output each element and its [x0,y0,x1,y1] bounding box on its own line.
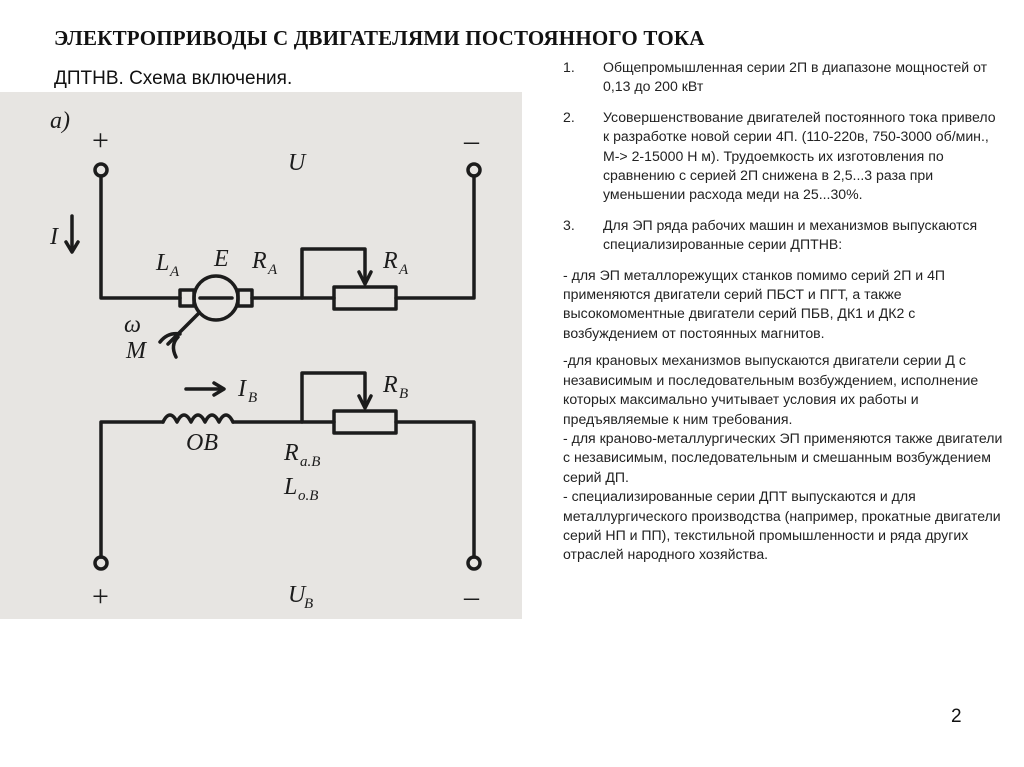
minus-bottom: – [464,580,479,613]
slide-subtitle: ДПТНВ. Схема включения. [54,68,293,89]
label-lab: L [284,474,298,500]
wire-field-right [396,422,474,557]
resistor-ra [334,287,396,309]
svg-text:A: A [399,262,409,278]
text-column [563,58,1003,565]
voltage-u: U [288,150,306,176]
voltage-ub: U [288,582,306,608]
list-item [563,108,1003,205]
label-ra2: R [383,248,398,274]
svg-text:A: A [170,264,180,280]
list-item [563,58,1003,97]
current-i: I [50,224,58,250]
circuit-diagram-scan [0,92,522,619]
page-number: 2 [951,706,962,727]
list-number: 2. [563,108,575,125]
motor-shaft [168,314,198,344]
label-ra: R [252,248,267,274]
label-rb: R [383,372,398,398]
plus-bottom: + [92,580,109,613]
resistor-rb [334,411,396,433]
svg-text:B: B [304,596,314,612]
svg-text:B: B [399,386,409,402]
svg-text:A: A [268,262,278,278]
wire-armature-left [101,176,180,298]
label-e: E [214,246,229,272]
label-m: M [126,338,146,364]
label-ob: OB [186,430,218,456]
list-item [563,216,1003,255]
paragraph-special: - специализированные серии ДПТ выпускаются и для металлургического производства (например, прокатные двигатели серий НП и ПП), текстильной промышленности и ряда других отраслей народного хозяйства. [563,488,1001,563]
paragraph-crane: -для крановых механизмов выпускаются двигатели серии Д с независимым и последовательным возбуждением, исполнение которых максимально учитывает условия их работы и предъявляемые к ним требования. [563,352,979,427]
svg-text:a.B: a.B [300,454,321,470]
label-a: a) [50,108,70,134]
brush-right [238,290,252,306]
svg-text:o.B: o.B [298,488,319,504]
paragraph-machine-tools: - для ЭП металлорежущих станков помимо серий 2П и 4П применяются двигатели серий ПБСТ и ПГТ, а также высокомоментные двигатели серий ПБВ, ДК1 и ДК2 с возбуждением от постоянных магнитов. [563,266,946,341]
label-ib: I [238,376,246,402]
list-text: Усовершенствование двигателей постоянного тока привело к разработке новой серии 4П. (110-220в, 750-3000 об/мин., М-> 2-15000 Н м). Трудоемкость их изготовления по сравнению с серией 2П снижена в 2,5...3 раза при уменьшении расхода меди на 25...30%. [603,108,996,203]
list-number: 1. [563,59,575,75]
slide-title: ЭЛЕКТРОПРИВОДЫ С ДВИГАТЕЛЯМИ ПОСТОЯННОГО ТОКА [54,26,705,50]
minus-top: – [464,124,479,157]
list-text: Для ЭП ряда рабочих машин и механизмов выпускаются специализированные серии ДПТНВ: [603,216,978,253]
label-omega: ω [124,312,141,338]
label-rab: R [284,440,299,466]
terminal-minus-bottom [468,557,480,569]
wire-field-left [101,422,163,557]
list-text: Общепромышленная серии 2П в диапазоне мощностей от 0,13 до 200 кВт [603,59,988,95]
terminal-plus-top [95,164,107,176]
list-number: 3. [563,216,575,233]
circuit-diagram [0,92,522,619]
label-la: L [156,250,170,276]
wire-armature-right [396,176,474,298]
terminal-minus-top [468,164,480,176]
plus-top: + [92,124,109,157]
field-winding-ob [163,415,233,422]
terminal-plus-bottom [95,557,107,569]
brush-left [180,290,194,306]
svg-text:B: B [248,390,258,406]
paragraph-metallurgy: - для краново-металлургических ЭП применяются также двигатели с независимым, последовательным и смешанным возбуждением серий ДП. [563,429,1003,485]
